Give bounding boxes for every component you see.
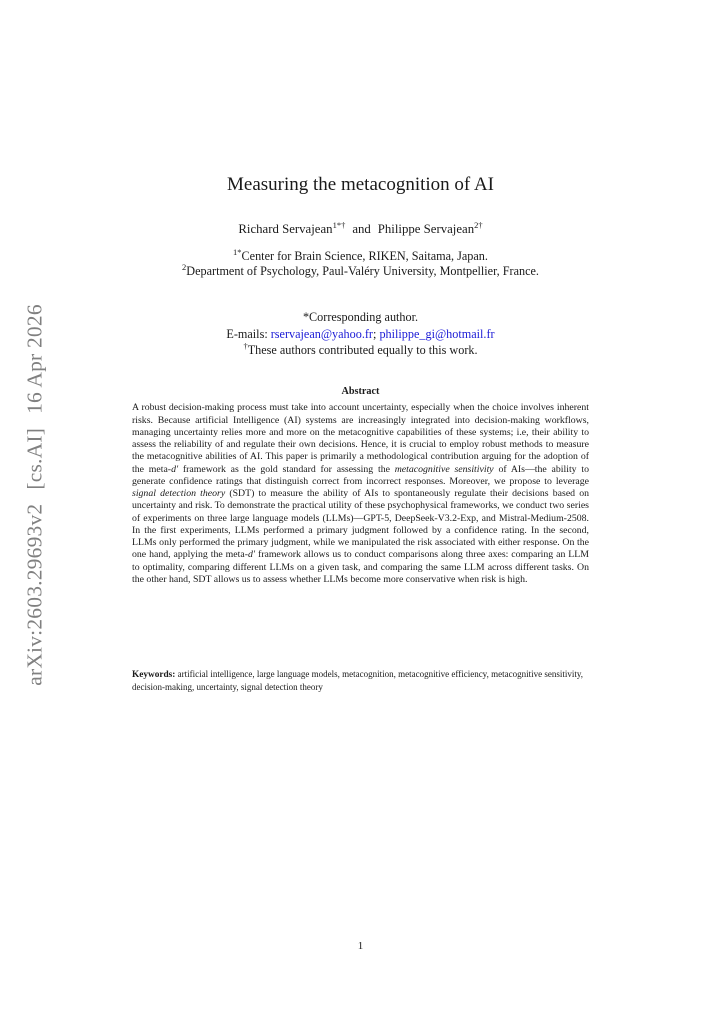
author-1-marks: 1*†	[332, 220, 346, 230]
emails-label: E-mails:	[226, 327, 268, 341]
affiliation-1-text: Center for Brain Science, RIKEN, Saitama, Japan.	[241, 249, 488, 263]
abstract-emphasis-2: signal detection theory	[132, 488, 226, 499]
arxiv-category: [cs.AI]	[22, 427, 47, 490]
author-1-name: Richard Servajean	[238, 222, 333, 236]
equal-contribution-text: These authors contributed equally to this work.	[247, 343, 478, 357]
email-link-1[interactable]: rservajean@yahoo.fr	[270, 327, 373, 341]
paper-title: Measuring the metacognition of AI	[227, 174, 494, 195]
abstract-body	[132, 402, 589, 586]
page-number: 1	[357, 940, 364, 952]
arxiv-id: arXiv:2603.29693v2	[22, 503, 47, 686]
author-2-marks: 2†	[474, 220, 483, 230]
email-line	[0, 327, 721, 342]
abstract-text-5: framework allows us to conduct comparisons along three axes: comparing an LLM to optimality, comparing different LLMs on a given task, and comparing the same LLM across different tasks. On the other hand, SDT allows us to assess whether LLMs become more conservative when risk is high.	[132, 549, 589, 585]
affiliation-2	[0, 264, 721, 279]
arxiv-identifier-stamp	[23, 304, 48, 686]
abstract-text-2: framework as the gold standard for assessing the	[178, 463, 395, 475]
affiliation-2-mark: 2	[182, 262, 187, 272]
abstract-text-4: (SDT) to measure the ability of AIs to spontaneously regulate their decisions based on uncertainty and risk. To demonstrate the practical utility of these psychophysical frameworks, we conduct two series of experiments on three large language models (LLMs)—GPT-5, DeepSeek-V3.2-Exp, and Mistral-Medium-2508. In the first experiments, LLMs performed a primary judgment followed by a confidence rating. In the second, LLMs only performed the primary judgment, while we manipulated the risk associated with either response. On the one hand, applying the meta-	[132, 488, 590, 561]
email-link-2[interactable]: philippe_gi@hotmail.fr	[379, 327, 495, 341]
keywords-text: artificial intelligence, large language models, metacognition, metacognitive efficiency, metacognitive sensitivity, decision-making, uncertainty, signal detection theory	[132, 669, 584, 692]
email-separator: ;	[373, 327, 377, 341]
keywords-section	[132, 668, 589, 693]
abstract-section	[132, 386, 589, 586]
affiliation-1-mark: 1*	[233, 247, 242, 257]
keywords-label: Keywords:	[132, 670, 176, 680]
affiliation-1	[0, 249, 721, 264]
meta-d-prime-2: d′	[247, 549, 255, 561]
equal-contribution-note	[0, 343, 721, 358]
author-separator: and	[352, 222, 371, 236]
abstract-emphasis-1: metacognitive sensitivity	[394, 463, 494, 475]
author-2-name: Philippe Servajean	[377, 222, 475, 236]
abstract-text-3: of AIs—the ability to generate confidence ratings that distinguish correct from incorrect responses. Moreover, we propose to leverage	[132, 463, 589, 487]
author-list	[0, 222, 721, 237]
abstract-text-1: A robust decision-making process must take into account uncertainty, especially when the choice involves inherent risks. Because artificial Intelligence (AI) systems are increasingly integrated into decision-making workflows, managing uncertainty relies more and more on the metacognitive capabilities of these systems; i.e, their ability to assess the reliability of and regulate their own decisions. Hence, it is crucial to employ robust methods to measure the metacognitive abilities of AI. This paper is primarily a methodological contribution arguing for the adoption of the meta-	[132, 402, 589, 475]
arxiv-date: 16 Apr 2026	[22, 304, 47, 414]
meta-d-prime-1: d′	[171, 463, 179, 475]
corresponding-author-note: *Corresponding author.	[302, 310, 419, 324]
dagger-mark: †	[243, 341, 248, 351]
abstract-heading: Abstract	[341, 386, 380, 397]
affiliation-2-text: Department of Psychology, Paul-Valéry University, Montpellier, France.	[186, 264, 539, 278]
